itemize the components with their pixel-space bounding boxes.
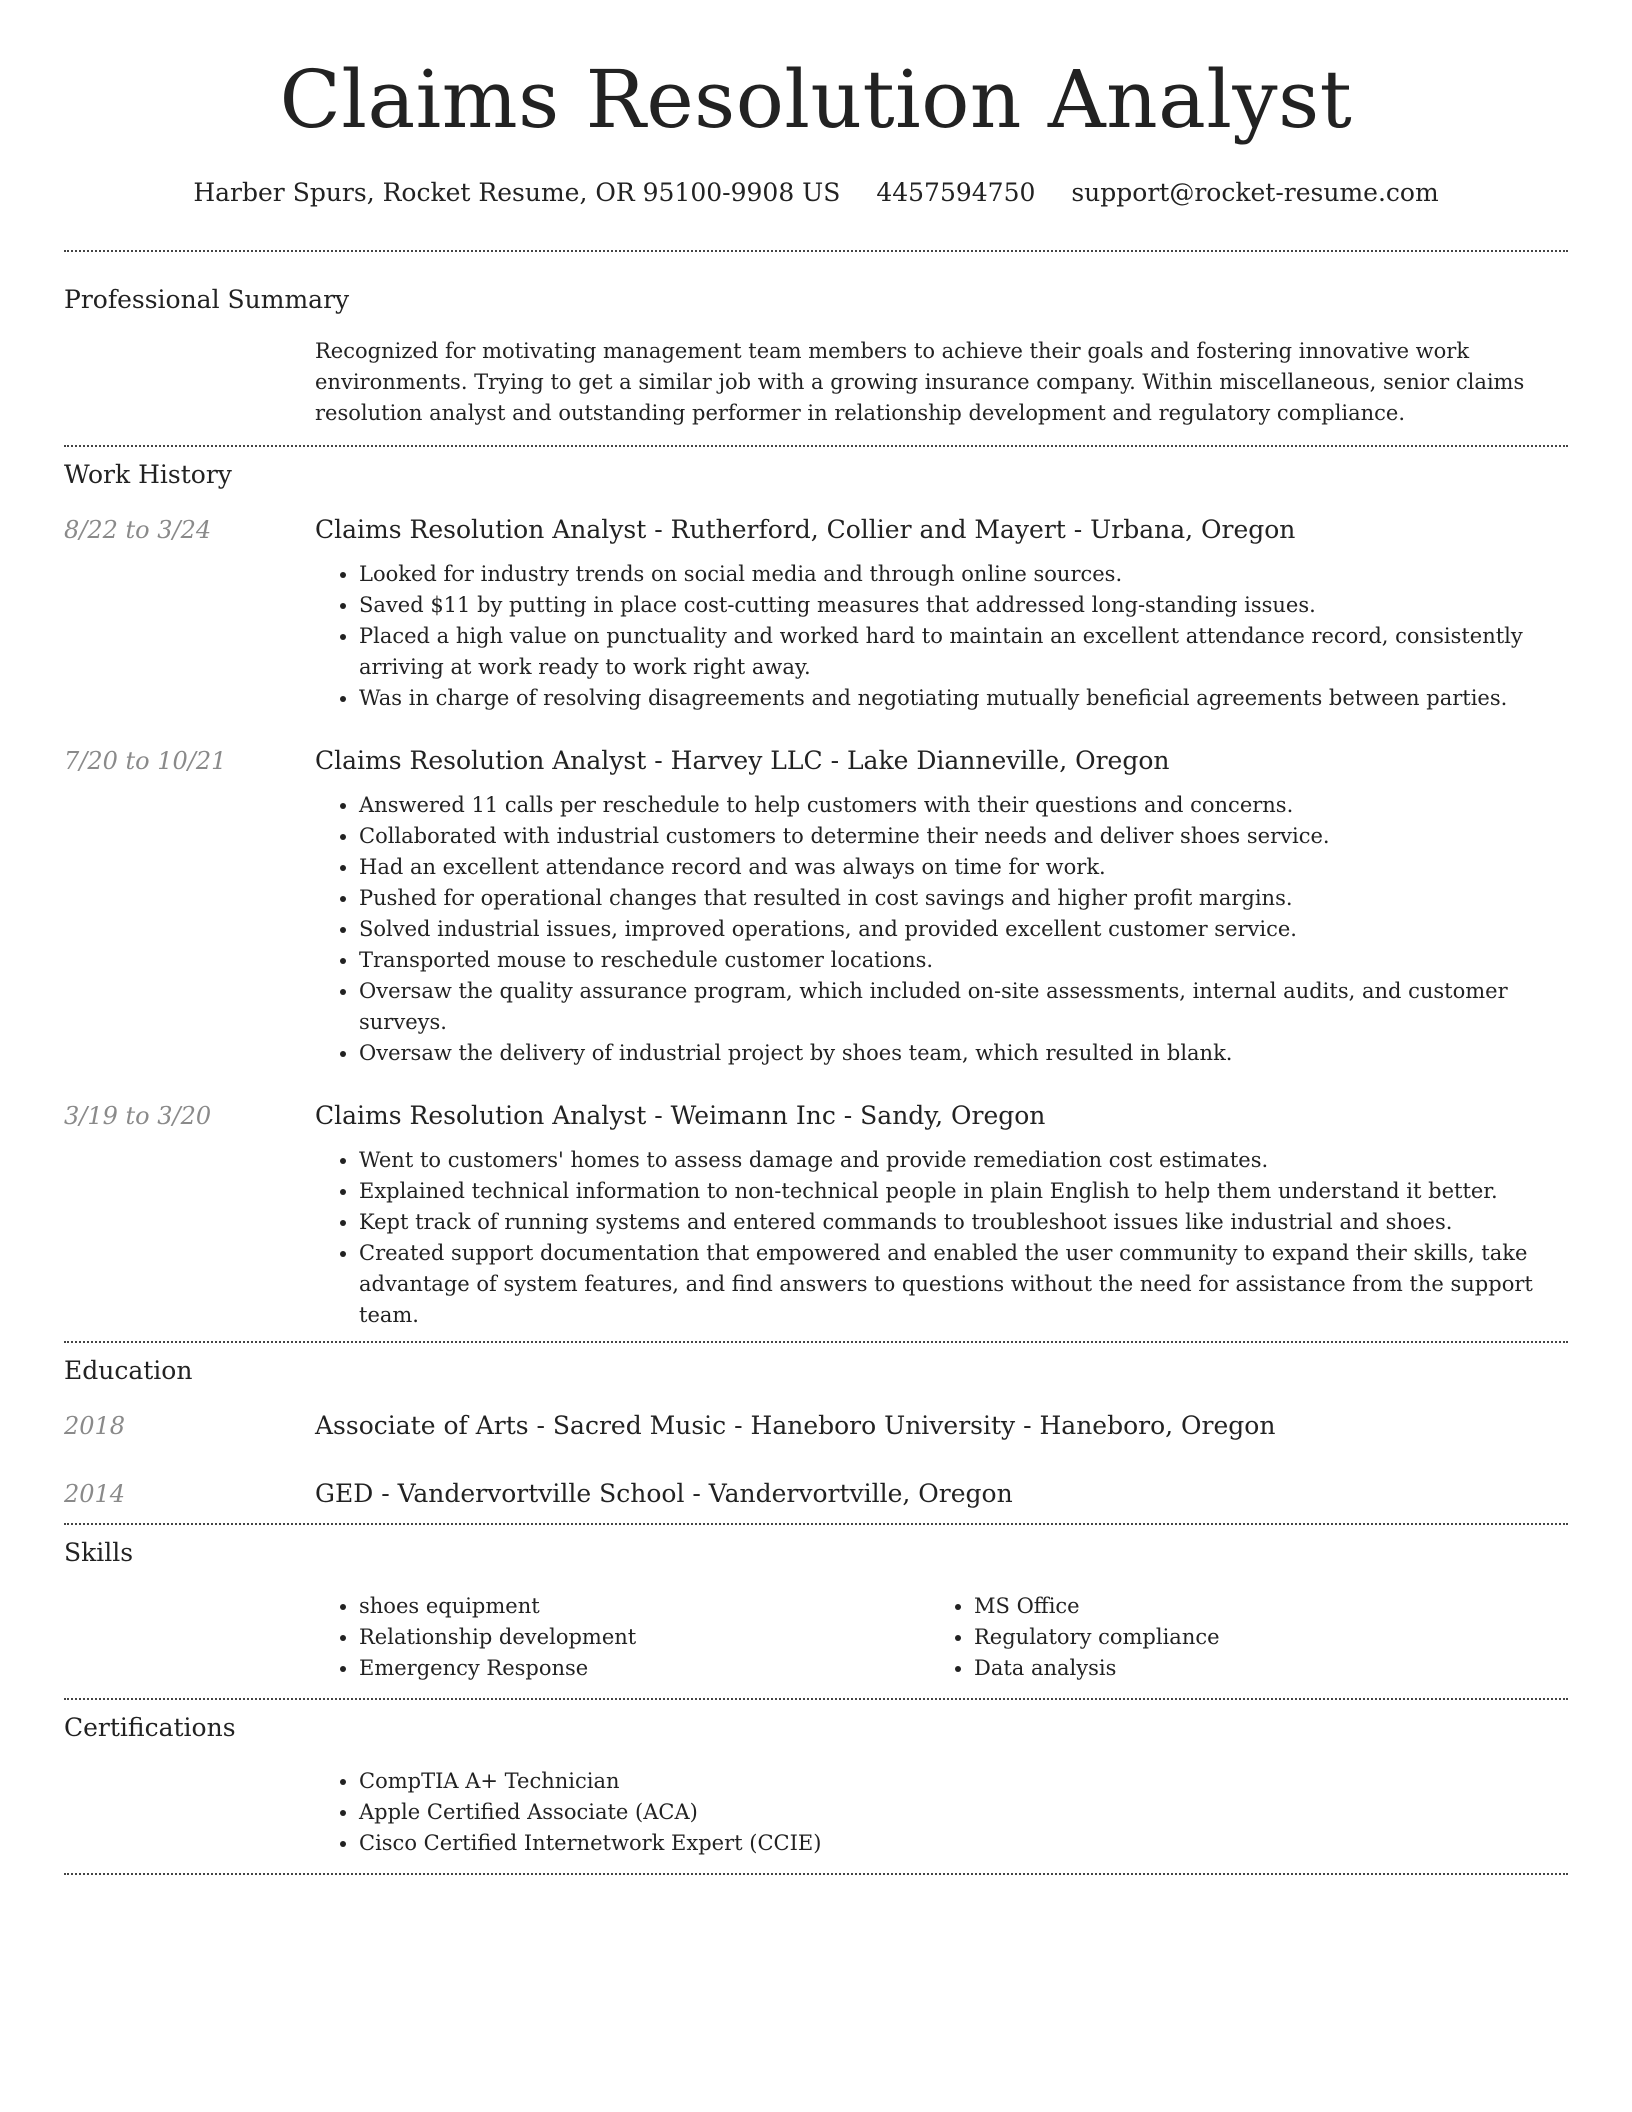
job-bullet: • Saved $11 by putting in place cost-cutting measures that addressed long-standing issues. xyxy=(359,590,1568,621)
skill-item: • Emergency Response xyxy=(359,1653,930,1684)
education-entry xyxy=(64,1409,1568,1443)
work-history-title: Work History xyxy=(64,460,232,489)
education-heading: GED - Vandervortville School - Vandervortville, Oregon xyxy=(315,1479,1013,1508)
work-history-section xyxy=(64,447,1568,1341)
job-bullet: • Placed a high value on punctuality and worked hard to maintain an excellent attendance record, consistently arriving at work ready to work right away. xyxy=(359,621,1568,683)
job-heading: Claims Resolution Analyst - Harvey LLC - Lake Dianneville, Oregon xyxy=(315,746,1170,775)
education-year: 2014 xyxy=(64,1480,126,1508)
job-bullet: • Pushed for operational changes that resulted in cost savings and higher profit margins. xyxy=(359,883,1568,914)
job-bullet: • Created support documentation that empowered and enabled the user community to expand their skills, take advantage of system features, and find answers to questions without the need for assistance from the support team. xyxy=(359,1238,1568,1331)
job-heading: Claims Resolution Analyst - Rutherford, Collier and Mayert - Urbana, Oregon xyxy=(315,515,1296,544)
job-bullet: • Was in charge of resolving disagreements and negotiating mutually beneficial agreements between parties. xyxy=(359,683,1568,714)
summary-section xyxy=(64,252,1568,445)
certifications-title: Certifications xyxy=(64,1713,236,1742)
skills-list-right xyxy=(930,1591,1545,1684)
summary-text: Recognized for motivating management team members to achieve their goals and fostering innovative work environments. Trying to get a similar job with a growing insurance company. Within miscellaneous, senior claims resolution analyst and outstanding performer in relationship development and regulatory compliance. xyxy=(315,339,1525,425)
job-bullet: • Answered 11 calls per reschedule to help customers with their questions and concerns. xyxy=(359,790,1568,821)
job-bullet: • Collaborated with industrial customers to determine their needs and deliver shoes service. xyxy=(359,821,1568,852)
job-bullets xyxy=(315,559,1568,714)
certification-item: • CompTIA A+ Technician xyxy=(359,1766,1568,1797)
summary-title: Professional Summary xyxy=(64,285,350,314)
job-bullets xyxy=(315,790,1568,1069)
contact-line xyxy=(64,176,1568,210)
job-bullet: • Transported mouse to reschedule customer locations. xyxy=(359,945,1568,976)
job-heading: Claims Resolution Analyst - Weimann Inc - Sandy, Oregon xyxy=(315,1101,1046,1130)
job-dates: 3/19 to 3/20 xyxy=(64,1102,212,1130)
job-bullet: • Kept track of running systems and entered commands to troubleshoot issues like industrial and shoes. xyxy=(359,1207,1568,1238)
job-bullet: • Went to customers' homes to assess damage and provide remediation cost estimates. xyxy=(359,1145,1568,1176)
education-entry xyxy=(64,1477,1568,1511)
contact-phone: 4457594750 xyxy=(876,178,1036,207)
job-dates: 7/20 to 10/21 xyxy=(64,747,227,775)
certifications-list xyxy=(315,1766,1568,1859)
job-entry xyxy=(64,744,1568,1069)
contact-email: support@rocket-resume.com xyxy=(1071,178,1439,207)
job-bullet: • Solved industrial issues, improved operations, and provided excellent customer service. xyxy=(359,914,1568,945)
job-bullet: • Oversaw the delivery of industrial project by shoes team, which resulted in blank. xyxy=(359,1038,1568,1069)
job-entry xyxy=(64,513,1568,714)
contact-address: Harber Spurs, Rocket Resume, OR 95100-9908 US xyxy=(193,178,841,207)
job-bullets xyxy=(315,1145,1568,1331)
certifications-section xyxy=(64,1700,1568,1873)
job-bullet: • Had an excellent attendance record and was always on time for work. xyxy=(359,852,1568,883)
skills-title: Skills xyxy=(64,1538,134,1567)
job-bullet: • Oversaw the quality assurance program, which included on-site assessments, internal audits, and customer surveys. xyxy=(359,976,1568,1038)
job-bullet: • Looked for industry trends on social media and through online sources. xyxy=(359,559,1568,590)
skill-item: • shoes equipment xyxy=(359,1591,930,1622)
skill-item: • Regulatory compliance xyxy=(974,1622,1545,1653)
job-bullet: • Explained technical information to non-technical people in plain English to help them understand it better. xyxy=(359,1176,1568,1207)
certification-item: • Apple Certified Associate (ACA) xyxy=(359,1797,1568,1828)
certification-item: • Cisco Certified Internetwork Expert (CCIE) xyxy=(359,1828,1568,1859)
education-heading: Associate of Arts - Sacred Music - Haneboro University - Haneboro, Oregon xyxy=(315,1411,1276,1440)
education-section xyxy=(64,1343,1568,1523)
skill-item: • Relationship development xyxy=(359,1622,930,1653)
education-title: Education xyxy=(64,1356,193,1385)
skills-section xyxy=(64,1525,1568,1698)
resume-header xyxy=(64,0,1568,210)
skill-item: • Data analysis xyxy=(974,1653,1545,1684)
candidate-name: Claims Resolution Analyst xyxy=(279,53,1353,146)
section-divider xyxy=(64,1873,1568,1875)
job-entry xyxy=(64,1099,1568,1331)
skills-grid xyxy=(315,1591,1568,1684)
skill-item: • MS Office xyxy=(974,1591,1545,1622)
education-year: 2018 xyxy=(64,1412,126,1440)
skills-list-left xyxy=(315,1591,930,1684)
job-dates: 8/22 to 3/24 xyxy=(64,516,212,544)
